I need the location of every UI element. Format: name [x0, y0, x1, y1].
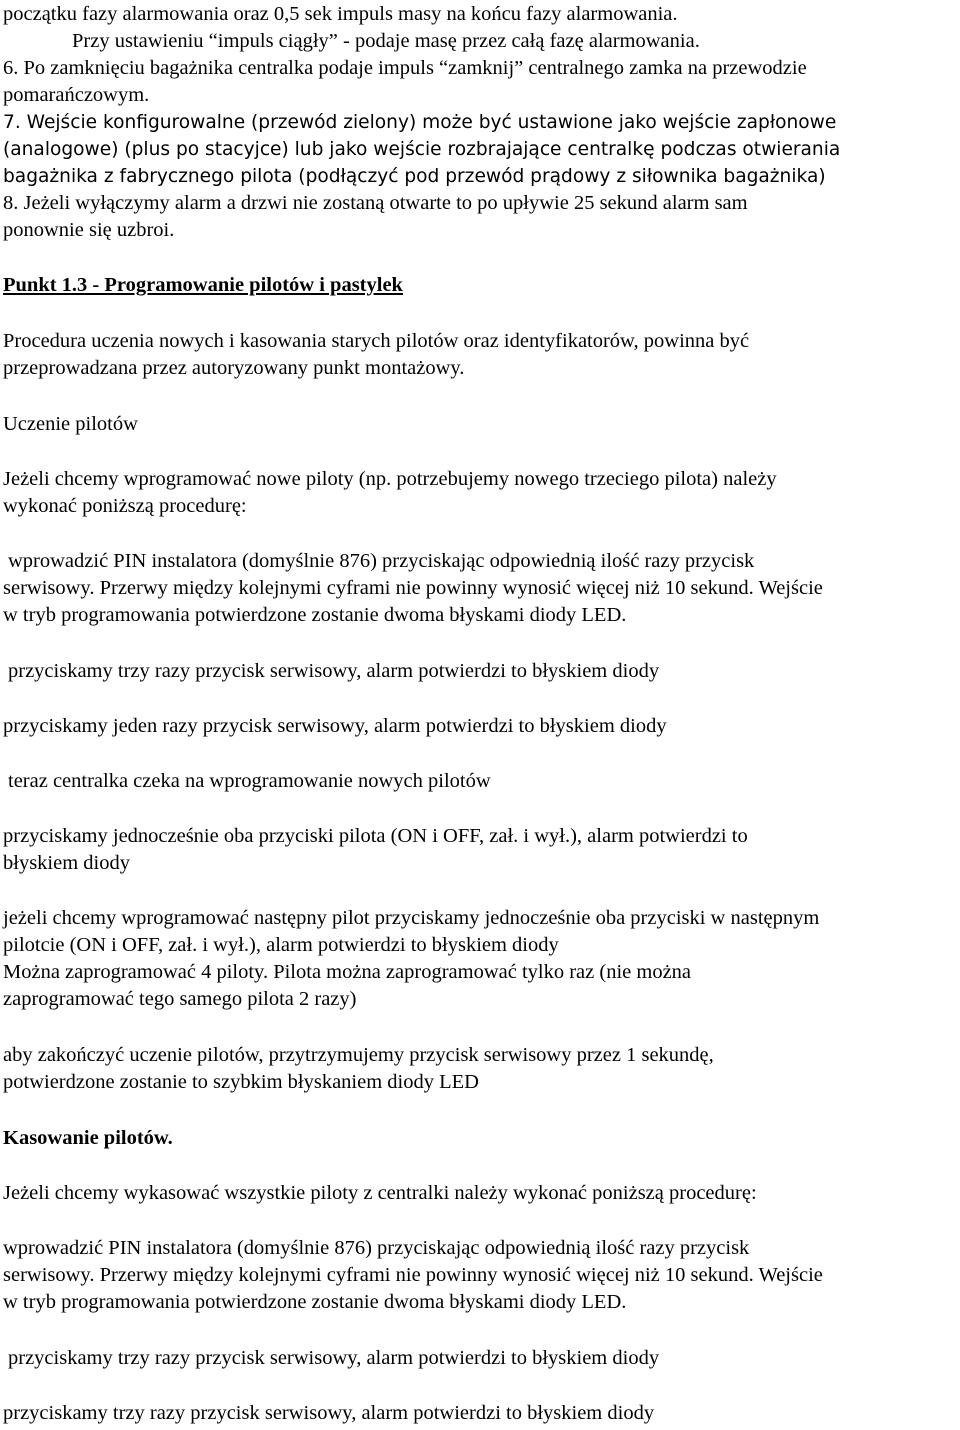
note-line: zaprogramować tego samego pilota 2 razy) — [3, 988, 357, 1010]
paragraph-line: Jeżeli chcemy wykasować wszystkie piloty z centralki należy wykonać poniższą procedurę: — [3, 1182, 757, 1204]
list-item-7: 7. Wejście konfigurowalne (przewód zielony) może być ustawione jako wejście zapłonowe — [3, 112, 837, 133]
step-line: potwierdzone zostanie to szybkim błyskaniem diody LED — [3, 1071, 479, 1093]
list-item-8: 8. Jeżeli wyłączymy alarm a drzwi nie zostaną otwarte to po upływie 25 sekund alarm sam — [3, 192, 748, 214]
paragraph-line: Jeżeli chcemy wprogramować nowe piloty (np. potrzebujemy nowego trzeciego pilota) należy — [3, 468, 777, 490]
step-line: przyciskamy trzy razy przycisk serwisowy, alarm potwierdzi to błyskiem diody — [3, 1402, 655, 1424]
step-line: błyskiem diody — [3, 852, 130, 874]
text-line: (analogowe) (plus po stacyjce) lub jako wejście rozbrajające centralkę podczas otwierania — [3, 139, 841, 160]
step-line: aby zakończyć uczenie pilotów, przytrzymujemy przycisk serwisowy przez 1 sekundę, — [3, 1044, 714, 1066]
step-line: wprowadzić PIN instalatora (domyślnie 876) przyciskając odpowiednią ilość razy przycisk — [3, 1237, 750, 1259]
note-line: Można zaprogramować 4 piloty. Pilota można zaprogramować tylko raz (nie można — [3, 961, 692, 983]
paragraph-line: wykonać poniższą procedurę: — [3, 495, 247, 517]
step-line: przyciskamy jednocześnie oba przyciski pilota (ON i OFF, zał. i wył.), alarm potwierdzi to — [3, 825, 748, 847]
section-heading: Punkt 1.3 - Programowanie pilotów i pastylek — [3, 274, 403, 296]
step-line: w tryb programowania potwierdzone zostanie dwoma błyskami diody LED. — [3, 604, 627, 626]
step-line: przyciskamy trzy razy przycisk serwisowy, alarm potwierdzi to błyskiem diody — [8, 660, 660, 682]
list-item-6: 6. Po zamknięciu bagażnika centralka podaje impuls “zamknij” centralnego zamka na przewodzie — [3, 57, 807, 79]
text-line: Przy ustawieniu “impuls ciągły” - podaje masę przez całą fazę alarmowania. — [72, 30, 700, 52]
text-line: początku fazy alarmowania oraz 0,5 sek impuls masy na końcu fazy alarmowania. — [3, 3, 678, 25]
step-line: przyciskamy jeden razy przycisk serwisowy, alarm potwierdzi to błyskiem diody — [3, 715, 667, 737]
text-line: ponownie się uzbroi. — [3, 219, 175, 241]
step-line: serwisowy. Przerwy między kolejnymi cyframi nie powinny wynosić więcej niż 10 sekund. Wejście — [3, 1264, 823, 1286]
text-line: bagażnika z fabrycznego pilota (podłączyć pod przewód prądowy z siłownika bagażnika) — [3, 166, 826, 187]
step-line: wprowadzić PIN instalatora (domyślnie 876) przyciskając odpowiednią ilość razy przycisk — [8, 550, 755, 572]
step-line: jeżeli chcemy wprogramować następny pilot przyciskamy jednocześnie oba przyciski w następnym — [3, 907, 820, 929]
subsection-heading: Kasowanie pilotów. — [3, 1127, 173, 1149]
paragraph-line: przeprowadzana przez autoryzowany punkt montażowy. — [3, 357, 465, 379]
step-line: teraz centralka czeka na wprogramowanie nowych pilotów — [8, 770, 491, 792]
paragraph-line: Procedura uczenia nowych i kasowania starych pilotów oraz identyfikatorów, powinna być — [3, 330, 750, 352]
step-line: pilotcie (ON i OFF, zał. i wył.), alarm potwierdzi to błyskiem diody — [3, 934, 559, 956]
text-line: pomarańczowym. — [3, 84, 150, 106]
step-line: w tryb programowania potwierdzone zostanie dwoma błyskami diody LED. — [3, 1291, 627, 1313]
step-line: przyciskamy trzy razy przycisk serwisowy, alarm potwierdzi to błyskiem diody — [8, 1347, 660, 1369]
step-line: serwisowy. Przerwy między kolejnymi cyframi nie powinny wynosić więcej niż 10 sekund. Wejście — [3, 577, 823, 599]
subsection-heading: Uczenie pilotów — [3, 413, 138, 435]
